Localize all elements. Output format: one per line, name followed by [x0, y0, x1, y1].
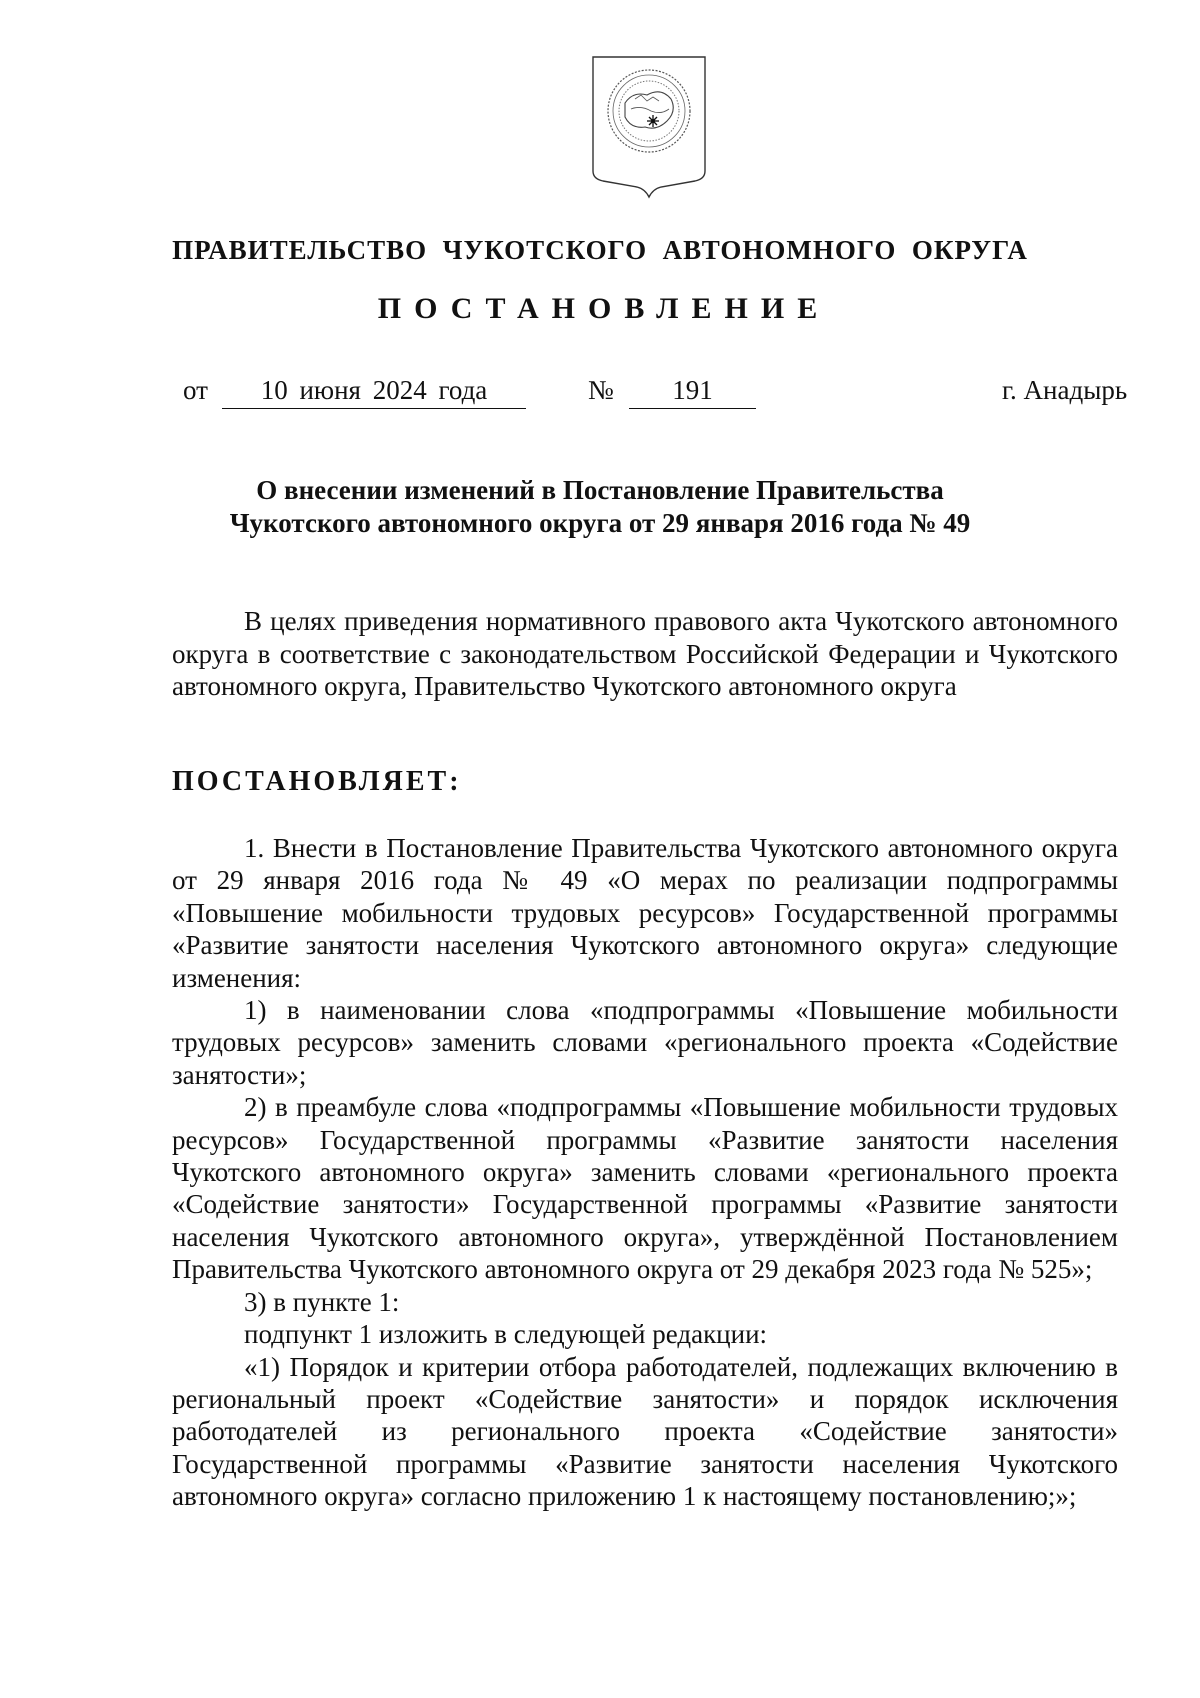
document-number: 191: [629, 375, 756, 409]
paragraph-subitem-2: 2) в преамбуле слова «подпрограммы «Повышение мобильности трудовых ресурсов» Государственной программы «Развитие занятости населения Чукотского автономного округа» заменить словами «регионального проекта «Содействие занятости» Государственной программы «Развитие занятости населения Чукотского автономного округа», утверждённой Постановлением Правительства Чукотского автономного округа от 29 декабря 2023 года № 525»;: [172, 1092, 1118, 1285]
document-title-line-1: О внесении изменений в Постановление Правительства: [256, 475, 944, 505]
document-date: 10 июня 2024 года: [222, 375, 526, 409]
document-title: [0, 474, 1200, 540]
document-city: г. Анадырь: [1002, 375, 1128, 405]
coat-of-arms-emblem: [591, 55, 707, 207]
decree-heading: ПОСТАНОВЛЯЕТ:: [172, 766, 462, 797]
paragraph-subitem-3-intro: подпункт 1 изложить в следующей редакции:: [244, 1319, 768, 1350]
government-name: ПРАВИТЕЛЬСТВО ЧУКОТСКОГО АВТОНОМНОГО ОКРУГА: [172, 235, 1028, 265]
paragraph-subitem-1: 1) в наименовании слова «подпрограммы «Повышение мобильности трудовых ресурсов» заменить словами «регионального проекта «Содействие занятости»;: [172, 995, 1118, 1090]
date-prefix-label: от: [183, 375, 208, 405]
document-meta-row: [0, 375, 1200, 415]
number-sign-label: №: [588, 375, 614, 405]
preamble-paragraph: В целях приведения нормативного правового акта Чукотского автономного округа в соответствие с законодательством Российской Федерации и Чукотского автономного округа, Правительство Чукотского автономного округа: [172, 606, 1118, 702]
paragraph-subitem-3: 3) в пункте 1:: [244, 1286, 400, 1317]
document-type-heading: ПОСТАНОВЛЕНИЕ: [377, 292, 831, 325]
decree-body: [172, 832, 1118, 1513]
document-title-line-2: Чукотского автономного округа от 29 января 2016 года № 49: [229, 508, 971, 538]
paragraph-subitem-3-text: «1) Порядок и критерии отбора работодателей, подлежащих включению в региональный проект «Содействие занятости» и порядок исключения работодателей из регионального проекта «Содействие занятости» Государственной программы «Развитие занятости населения Чукотского автономного округа» согласно приложению 1 к настоящему постановлению;»;: [172, 1351, 1118, 1512]
paragraph-item-1: 1. Внести в Постановление Правительства Чукотского автономного округа от 29 января 2016 года № 49 «О мерах по реализации подпрограммы «Повышение мобильности трудовых ресурсов» Государственной программы «Развитие занятости населения Чукотского автономного округа» следующие изменения:: [172, 833, 1118, 993]
preamble-block: [172, 605, 1118, 703]
